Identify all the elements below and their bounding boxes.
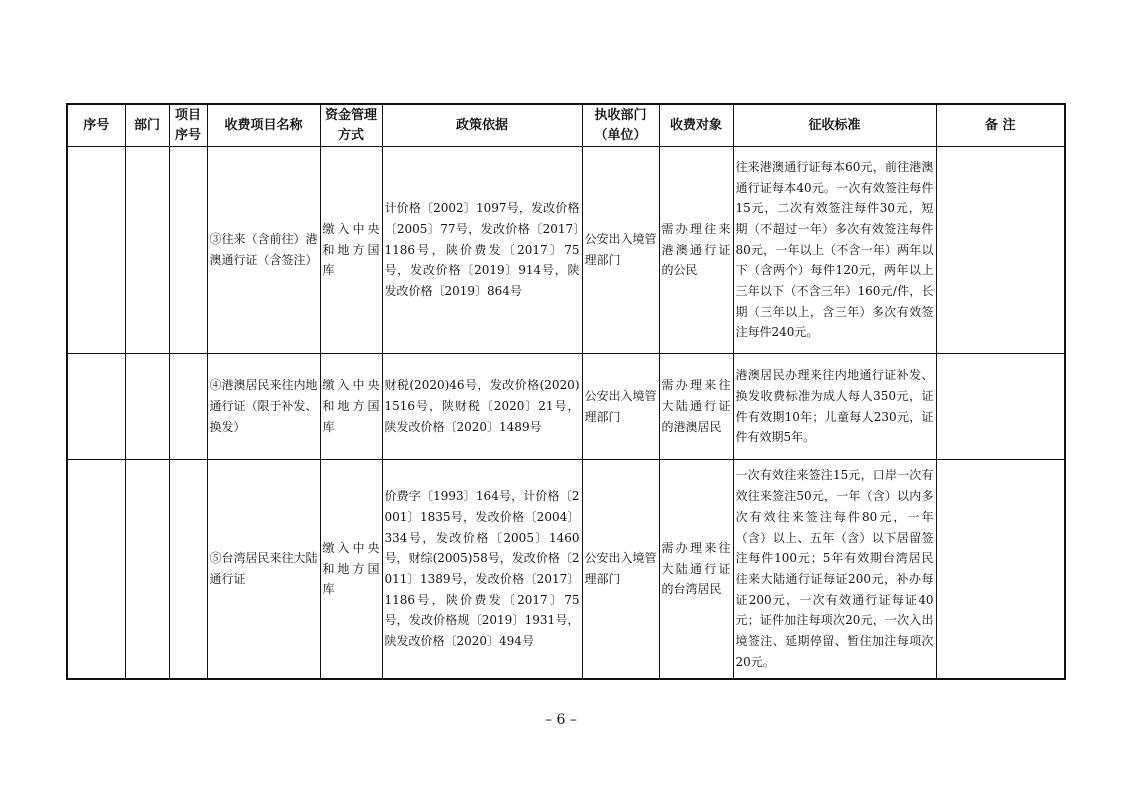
- cell-policy: 财税(2020)46号，发改价格(2020)1516号，陕财税〔2020〕21号，陕发改价格〔2020〕1489号: [382, 354, 582, 460]
- cell-policy: 价费字〔1993〕164号，计价格〔2001〕1835号，发改价格〔2004〕334号，发改价格〔2005〕1460号，财综(2005)58号，发改价格〔2011〕1389号，发改价格〔2017〕1186号，陕价费发〔2017〕75号，发改价格规〔2019〕1931号，陕发改价格〔2020〕494号: [382, 460, 582, 680]
- cell-seq: [67, 354, 125, 460]
- table-row: [67, 147, 1065, 354]
- table-row: [67, 460, 1065, 680]
- header-target: 收费对象: [659, 104, 733, 147]
- cell-remark: [936, 147, 1065, 354]
- header-unit: 执收部门（单位）: [582, 104, 659, 147]
- header-fund: 资金管理方式: [320, 104, 382, 147]
- cell-unit: 公安出入境管理部门: [582, 354, 659, 460]
- cell-item-seq: [169, 147, 207, 354]
- cell-standard: 往来港澳通行证每本60元，前往港澳通行证每本40元。一次有效签注每件15元，二次有效签注每件30元，短期（不超过一年）多次有效签注每件80元，一年以上（不含一年）两年以下（含两个）每件120元，两年以上三年以下（不含三年）160元/件，长期（三年以上，含三年）多次有效签注每件240元。: [733, 147, 936, 354]
- cell-dept: [125, 460, 169, 680]
- cell-item-seq: [169, 460, 207, 680]
- header-name: 收费项目名称: [207, 104, 320, 147]
- cell-seq: [67, 147, 125, 354]
- cell-policy: 计价格〔2002〕1097号，发改价格〔2005〕77号，发改价格〔2017〕1186号，陕价费发〔2017〕75号，发改价格〔2019〕914号，陕发改价格〔2019〕864号: [382, 147, 582, 354]
- header-policy: 政策依据: [382, 104, 582, 147]
- header-dept: 部门: [125, 104, 169, 147]
- cell-seq: [67, 460, 125, 680]
- table-row: [67, 354, 1065, 460]
- cell-standard: 港澳居民办理来往内地通行证补发、换发收费标准为成人每人350元，证件有效期10年；儿童每人230元，证件有效期5年。: [733, 354, 936, 460]
- cell-name: ③往来（含前往）港澳通行证（含签注）: [207, 147, 320, 354]
- cell-name: ④港澳居民来往内地通行证（限于补发、换发）: [207, 354, 320, 460]
- cell-dept: [125, 354, 169, 460]
- page-number: – 6 –: [545, 712, 577, 728]
- cell-standard: 一次有效往来签注15元，口岸一次有效往来签注50元，一年（含）以内多次有效往来签注每件80元，一年（含）以上、五年（含）以下居留签注每件100元；5年有效期台湾居民往来大陆通行证每证200元，补办每证200元，一次有效通行证每证40元；证件加注每项次20元，一次入出境签注、延期停留、暂住加注每项次20元。: [733, 460, 936, 680]
- cell-fund: 缴入中央和地方国库: [320, 147, 382, 354]
- cell-unit: 公安出入境管理部门: [582, 460, 659, 680]
- cell-dept: [125, 147, 169, 354]
- cell-fund: 缴入中央和地方国库: [320, 460, 382, 680]
- cell-target: 需办理往来港澳通行证的公民: [659, 147, 733, 354]
- table-header-row: [67, 104, 1065, 147]
- cell-name: ⑤台湾居民来往大陆通行证: [207, 460, 320, 680]
- cell-fund: 缴入中央和地方国库: [320, 354, 382, 460]
- cell-unit: 公安出入境管理部门: [582, 147, 659, 354]
- header-standard: 征收标准: [733, 104, 936, 147]
- header-remark: 备 注: [936, 104, 1065, 147]
- cell-target: 需办理来往大陆通行证的台湾居民: [659, 460, 733, 680]
- header-item-seq: 项目序号: [169, 104, 207, 147]
- header-seq: 序号: [67, 104, 125, 147]
- cell-target: 需办理来往大陆通行证的港澳居民: [659, 354, 733, 460]
- cell-remark: [936, 460, 1065, 680]
- fee-table: [66, 103, 1066, 680]
- cell-remark: [936, 354, 1065, 460]
- cell-item-seq: [169, 354, 207, 460]
